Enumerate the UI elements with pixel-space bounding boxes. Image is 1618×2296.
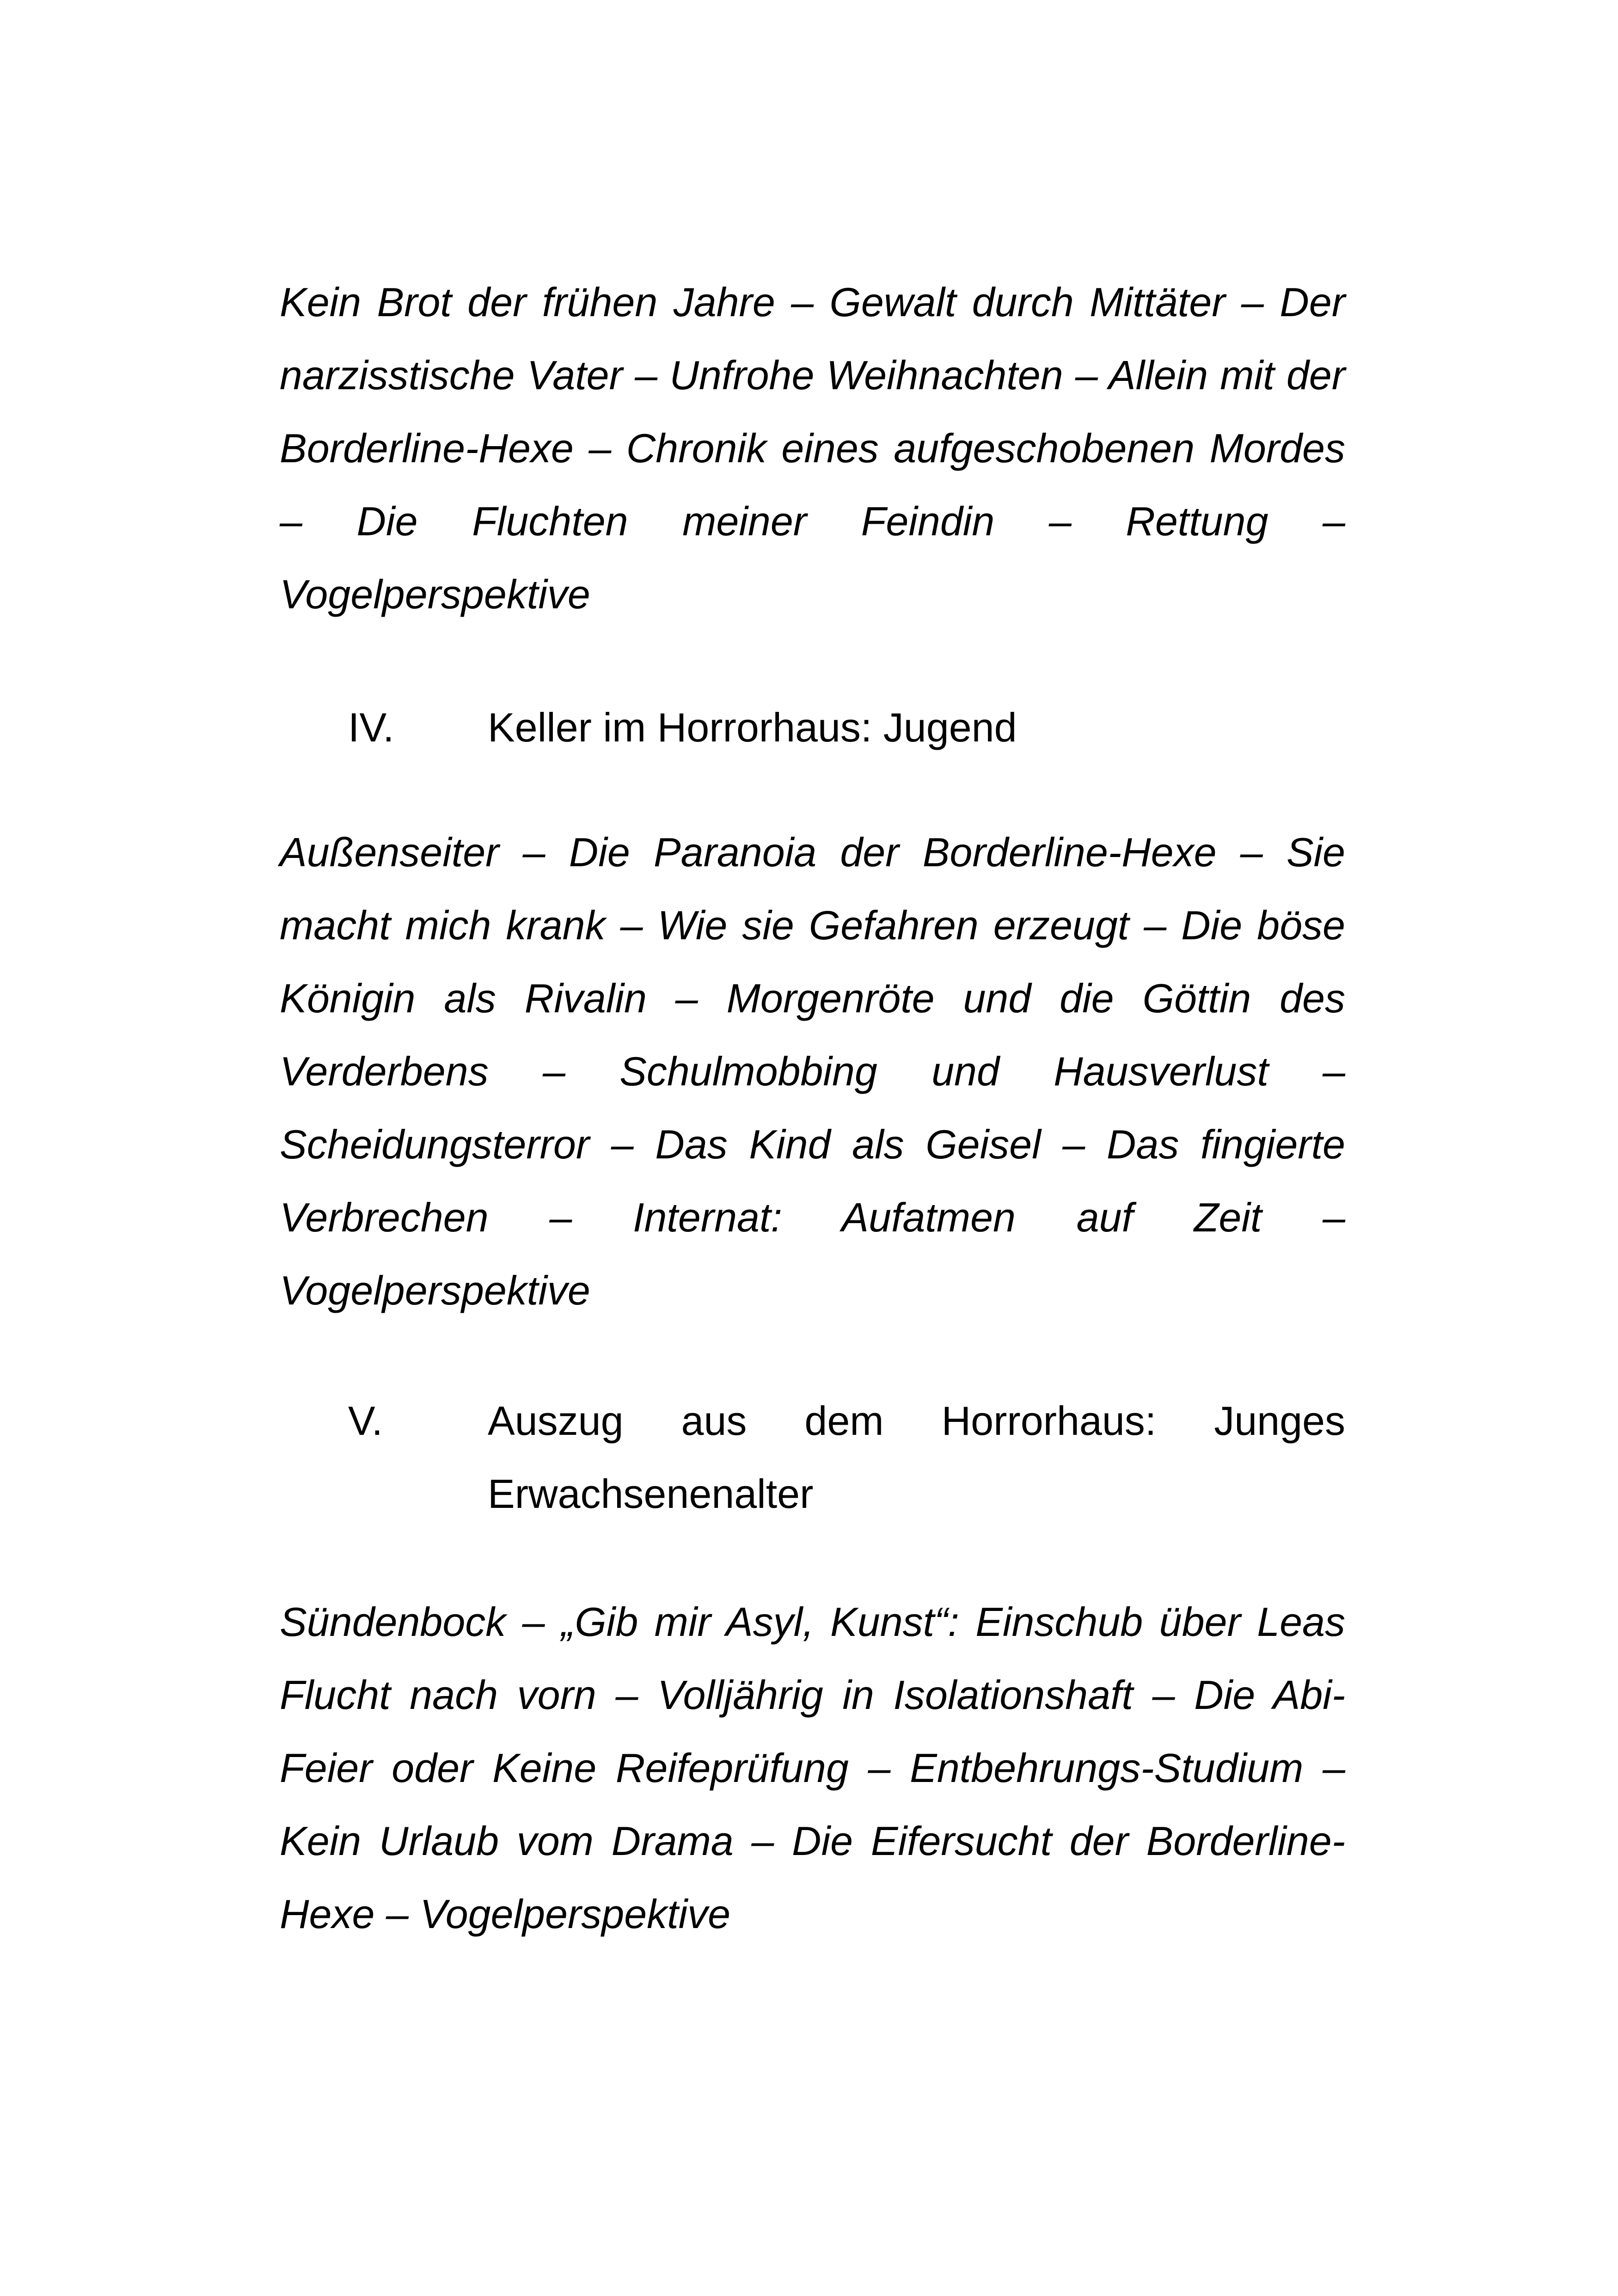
section-heading-iv — [280, 691, 1345, 764]
chapter-contents-paragraph: Außenseiter – Die Paranoia der Borderline-Hexe – Sie macht mich krank – Wie sie Gefahren erzeugt – Die böse Königin als Rivalin – Morgenröte und die Göttin des Verderbens – Schulmobbing und Hausverlust – Scheidungsterror – Das Kind als Geisel – Das fingierte Verbrechen – Internat: Aufatmen auf Zeit – Vogelperspektive — [280, 829, 1345, 1313]
section-number: IV. — [348, 704, 394, 750]
section-title: Keller im Horrorhaus: Jugend — [488, 704, 1017, 750]
section-title: Auszug aus dem Horrorhaus: Junges Erwachsenenalter — [488, 1398, 1345, 1517]
chapter-contents-paragraph: Sündenbock – „Gib mir Asyl, Kunst“: Einschub über Leas Flucht nach vorn – Volljährig in Isolationshaft – Die Abi-Feier oder Keine Reifeprüfung – Entbehrungs-Studium – Kein Urlaub vom Drama – Die Eifersucht der Borderline-Hexe – Vogelperspektive — [280, 1599, 1345, 1937]
section-number: V. — [348, 1398, 383, 1444]
chapter-contents-paragraph: Kein Brot der frühen Jahre – Gewalt durch Mittäter – Der narzisstische Vater – Unfrohe Weihnachten – Allein mit der Borderline-Hexe – Chronik eines aufgeschobenen Mordes – Die Fluchten meiner Feindin – Rettung – Vogelperspektive — [280, 279, 1345, 617]
section-heading-v — [280, 1384, 1345, 1531]
